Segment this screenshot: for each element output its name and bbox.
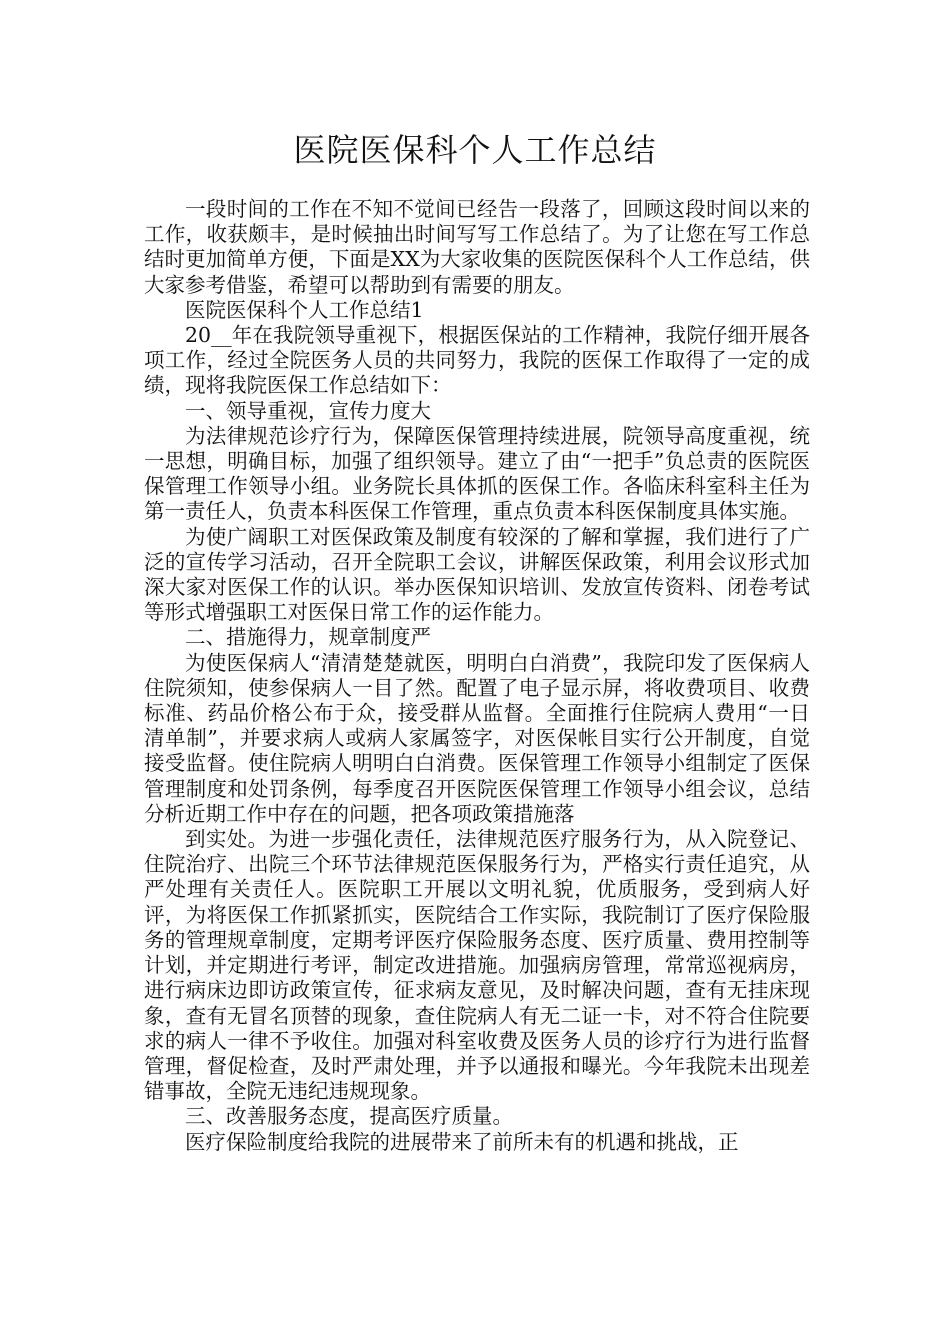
paragraph-heading-3: 三、改善服务态度，提高医疗质量。	[185, 1104, 513, 1129]
paragraph: 20__年在我院领导重视下，根据医保站的工作精神，我院仔细开展各项工作，经过全院医务人员的共同努力，我院的医保工作取得了一定的成绩，现将我院医保工作总结如下：	[144, 323, 810, 398]
document-body	[144, 197, 810, 1155]
document-title: 医院医保科个人工作总结	[293, 131, 657, 169]
paragraph: 为使医保病人“清清楚楚就医，明明白白消费”，我院印发了医保病人住院须知，使参保病人一目了然。配置了电子显示屏，将收费项目、收费标准、药品价格公布于众，接受群从监督。全面推行住院病人费用“一日清单制”，并要求病人或病人家属签字，对医保帐目实行公开制度，自觉接受监督。使住院病人明明白白消费。医保管理工作领导小组制定了医保管理制度和处罚条例，每季度召开医院医保管理工作领导小组会议，总结分析近期工作中存在的问题，把各项政策措施落	[144, 650, 810, 826]
paragraph: 医疗保险制度给我院的进展带来了前所未有的机遇和挑战，正	[185, 1129, 739, 1154]
paragraph: 到实处。为进一步强化责任，法律规范医疗服务行为，从入院登记、住院治疗、出院三个环节法律规范医保服务行为，严格实行责任追究，从严处理有关责任人。医院职工开展以文明礼貌，优质服务，受到病人好评，为将医保工作抓紧抓实，医院结合工作实际，我院制订了医疗保险服务的管理规章制度，定期考评医疗保险服务态度、医疗质量、费用控制等计划，并定期进行考评，制定改进措施。加强病房管理，常常巡视病房，进行病床边即访政策宣传，征求病友意见，及时解决问题，查有无挂床现象，查有无冒名顶替的现象，查住院病人有无二证一卡，对不符合住院要求的病人一律不予收住。加强对科室收费及医务人员的诊疗行为进行监督管理，督促检查，及时严肃处理，并予以通报和曝光。今年我院未出现差错事故，全院无违纪违规现象。	[144, 827, 810, 1104]
paragraph-heading-1: 一、领导重视，宣传力度大	[185, 398, 431, 423]
paragraph-heading-2: 二、措施得力，规章制度严	[185, 625, 431, 650]
paragraph: 为使广阔职工对医保政策及制度有较深的了解和掌握，我们进行了广泛的宣传学习活动，召开全院职工会议，讲解医保政策，利用会议形式加深大家对医保工作的认识。举办医保知识培训、发放宣传资料、闭卷考试等形式增强职工对医保日常工作的运作能力。	[144, 524, 810, 625]
paragraph: 为法律规范诊疗行为，保障医保管理持续进展，院领导高度重视，统一思想，明确目标，加强了组织领导。建立了由“一把手”负总责的医院医保管理工作领导小组。业务院长具体抓的医保工作。各临床科室科主任为第一责任人，负责本科医保工作管理，重点负责本科医保制度具体实施。	[144, 423, 810, 524]
paragraph-intro: 一段时间的工作在不知不觉间已经告一段落了，回顾这段时间以来的工作，收获颇丰，是时候抽出时间写写工作总结了。为了让您在写工作总结时更加简单方便，下面是XX为大家收集的医院医保科个人工作总结，供大家参考借鉴，希望可以帮助到有需要的朋友。	[144, 197, 810, 297]
paragraph-section-heading: 医院医保科个人工作总结1	[185, 297, 424, 322]
